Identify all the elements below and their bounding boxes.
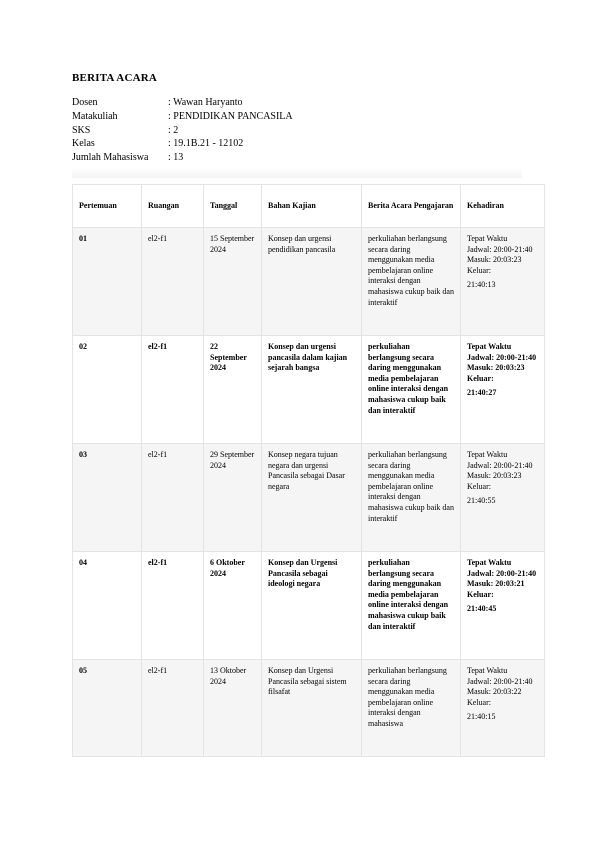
ruangan-cell: el2-f1 xyxy=(142,660,204,757)
info-value: : 2 xyxy=(168,124,179,136)
info-row-dosen xyxy=(72,96,293,110)
berita-acara-cell: perkuliahan berlangsung secara daring menggunakan media pembelajaran online interaksi dengan mahasiswa cukup baik dan interaktif xyxy=(362,552,461,660)
attendance-check-in: Masuk: 20:03:21 xyxy=(467,579,525,589)
attendance-status: Tepat Waktu xyxy=(467,342,512,351)
info-value: : Wawan Haryanto xyxy=(168,97,243,108)
attendance-status: Tepat Waktu xyxy=(467,558,512,567)
berita-acara-cell: perkuliahan berlangsung secara daring menggunakan media pembelajaran online interaksi dengan mahasiswa cukup baik dan interaktif xyxy=(362,336,461,444)
pertemuan-cell: 03 xyxy=(73,444,142,552)
kehadiran-cell xyxy=(461,336,545,444)
attendance-schedule: Jadwal: 20:00-21:40 xyxy=(467,244,533,254)
info-label: Kelas xyxy=(72,138,95,150)
column-header: Berita Acara Pengajaran xyxy=(362,185,461,228)
attendance-schedule: Jadwal: 20:00-21:40 xyxy=(467,352,537,362)
column-header: Pertemuan xyxy=(73,185,142,228)
tanggal-cell: 22 September 2024 xyxy=(204,336,262,444)
column-header: Kehadiran xyxy=(461,185,545,228)
attendance-check-in: Masuk: 20:03:23 xyxy=(467,255,522,265)
course-info xyxy=(72,96,293,165)
bahan-kajian-cell: Konsep dan urgensi pancasila dalam kajian sejarah bangsa xyxy=(262,336,362,444)
attendance-check-out-label: Keluar: xyxy=(467,373,494,383)
attendance-check-out: 21:40:15 xyxy=(467,712,496,722)
pertemuan-cell: 04 xyxy=(73,552,142,660)
column-header: Ruangan xyxy=(142,185,204,228)
info-row-jumlah-mahasiswa xyxy=(72,151,293,165)
berita-acara-cell: perkuliahan berlangsung secara daring menggunakan media pembelajaran online interaksi dengan mahasiswa xyxy=(362,660,461,757)
info-value: : 19.1B.21 - 12102 xyxy=(168,138,244,150)
ruangan-cell: el2-f1 xyxy=(142,228,204,336)
tanggal-cell: 13 Oktober 2024 xyxy=(204,660,262,757)
attendance-table xyxy=(72,184,545,757)
attendance-check-out: 21:40:27 xyxy=(467,388,497,398)
bahan-kajian-cell: Konsep dan Urgensi Pancasila sebagai sistem filsafat xyxy=(262,660,362,757)
table-row xyxy=(73,228,545,336)
column-header: Tanggal xyxy=(204,185,262,228)
attendance-status: Tepat Waktu xyxy=(467,234,508,243)
info-value: : 13 xyxy=(168,152,184,164)
bahan-kajian-cell: Konsep negara tujuan negara dan urgensi Pancasila sebagai Dasar negara xyxy=(262,444,362,552)
attendance-check-in: Masuk: 20:03:23 xyxy=(467,471,522,481)
attendance-schedule: Jadwal: 20:00-21:40 xyxy=(467,460,533,470)
pertemuan-cell: 01 xyxy=(73,228,142,336)
attendance-check-out-label: Keluar: xyxy=(467,697,491,707)
attendance-schedule: Jadwal: 20:00-21:40 xyxy=(467,568,537,578)
attendance-check-in: Masuk: 20:03:23 xyxy=(467,363,525,373)
divider xyxy=(72,168,522,178)
attendance-status: Tepat Waktu xyxy=(467,666,508,675)
bahan-kajian-cell: Konsep dan Urgensi Pancasila sebagai ideologi negara xyxy=(262,552,362,660)
berita-acara-cell: perkuliahan berlangsung secara daring menggunakan media pembelajaran online interaksi dengan mahasiswa cukup baik dan interaktif xyxy=(362,444,461,552)
table-row xyxy=(73,336,545,444)
tanggal-cell: 29 September 2024 xyxy=(204,444,262,552)
bahan-kajian-cell: Konsep dan urgensi pendidikan pancasila xyxy=(262,228,362,336)
kehadiran-cell xyxy=(461,660,545,757)
attendance-table-container xyxy=(72,184,544,757)
info-label: SKS xyxy=(72,124,91,136)
attendance-check-out: 21:40:55 xyxy=(467,496,496,506)
table-row xyxy=(73,660,545,757)
kehadiran-cell xyxy=(461,444,545,552)
attendance-check-in: Masuk: 20:03:22 xyxy=(467,687,522,697)
pertemuan-cell: 05 xyxy=(73,660,142,757)
kehadiran-cell xyxy=(461,228,545,336)
ruangan-cell: el2-f1 xyxy=(142,336,204,444)
attendance-check-out: 21:40:13 xyxy=(467,280,496,290)
info-row-matakuliah xyxy=(72,110,293,124)
table-row xyxy=(73,552,545,660)
info-label: Dosen xyxy=(72,97,98,108)
info-value: : PENDIDIKAN PANCASILA xyxy=(168,110,293,122)
table-header-row xyxy=(73,185,545,228)
column-header: Bahan Kajian xyxy=(262,185,362,228)
kehadiran-cell xyxy=(461,552,545,660)
pertemuan-cell: 02 xyxy=(73,336,142,444)
attendance-check-out-label: Keluar: xyxy=(467,265,491,275)
tanggal-cell: 15 September 2024 xyxy=(204,228,262,336)
attendance-check-out-label: Keluar: xyxy=(467,589,494,599)
berita-acara-cell: perkuliahan berlangsung secara daring menggunakan media pembelajaran online interaksi dengan mahasiswa cukup baik dan interaktif xyxy=(362,228,461,336)
attendance-schedule: Jadwal: 20:00-21:40 xyxy=(467,676,533,686)
info-row-sks xyxy=(72,124,293,138)
info-label: Matakuliah xyxy=(72,110,118,122)
table-row xyxy=(73,444,545,552)
attendance-check-out-label: Keluar: xyxy=(467,481,491,491)
document-title: BERITA ACARA xyxy=(72,72,158,84)
attendance-check-out: 21:40:45 xyxy=(467,604,497,614)
info-row-kelas xyxy=(72,137,293,151)
tanggal-cell: 6 Oktober 2024 xyxy=(204,552,262,660)
info-label: Jumlah Mahasiswa xyxy=(72,152,149,164)
ruangan-cell: el2-f1 xyxy=(142,552,204,660)
attendance-status: Tepat Waktu xyxy=(467,450,508,459)
ruangan-cell: el2-f1 xyxy=(142,444,204,552)
